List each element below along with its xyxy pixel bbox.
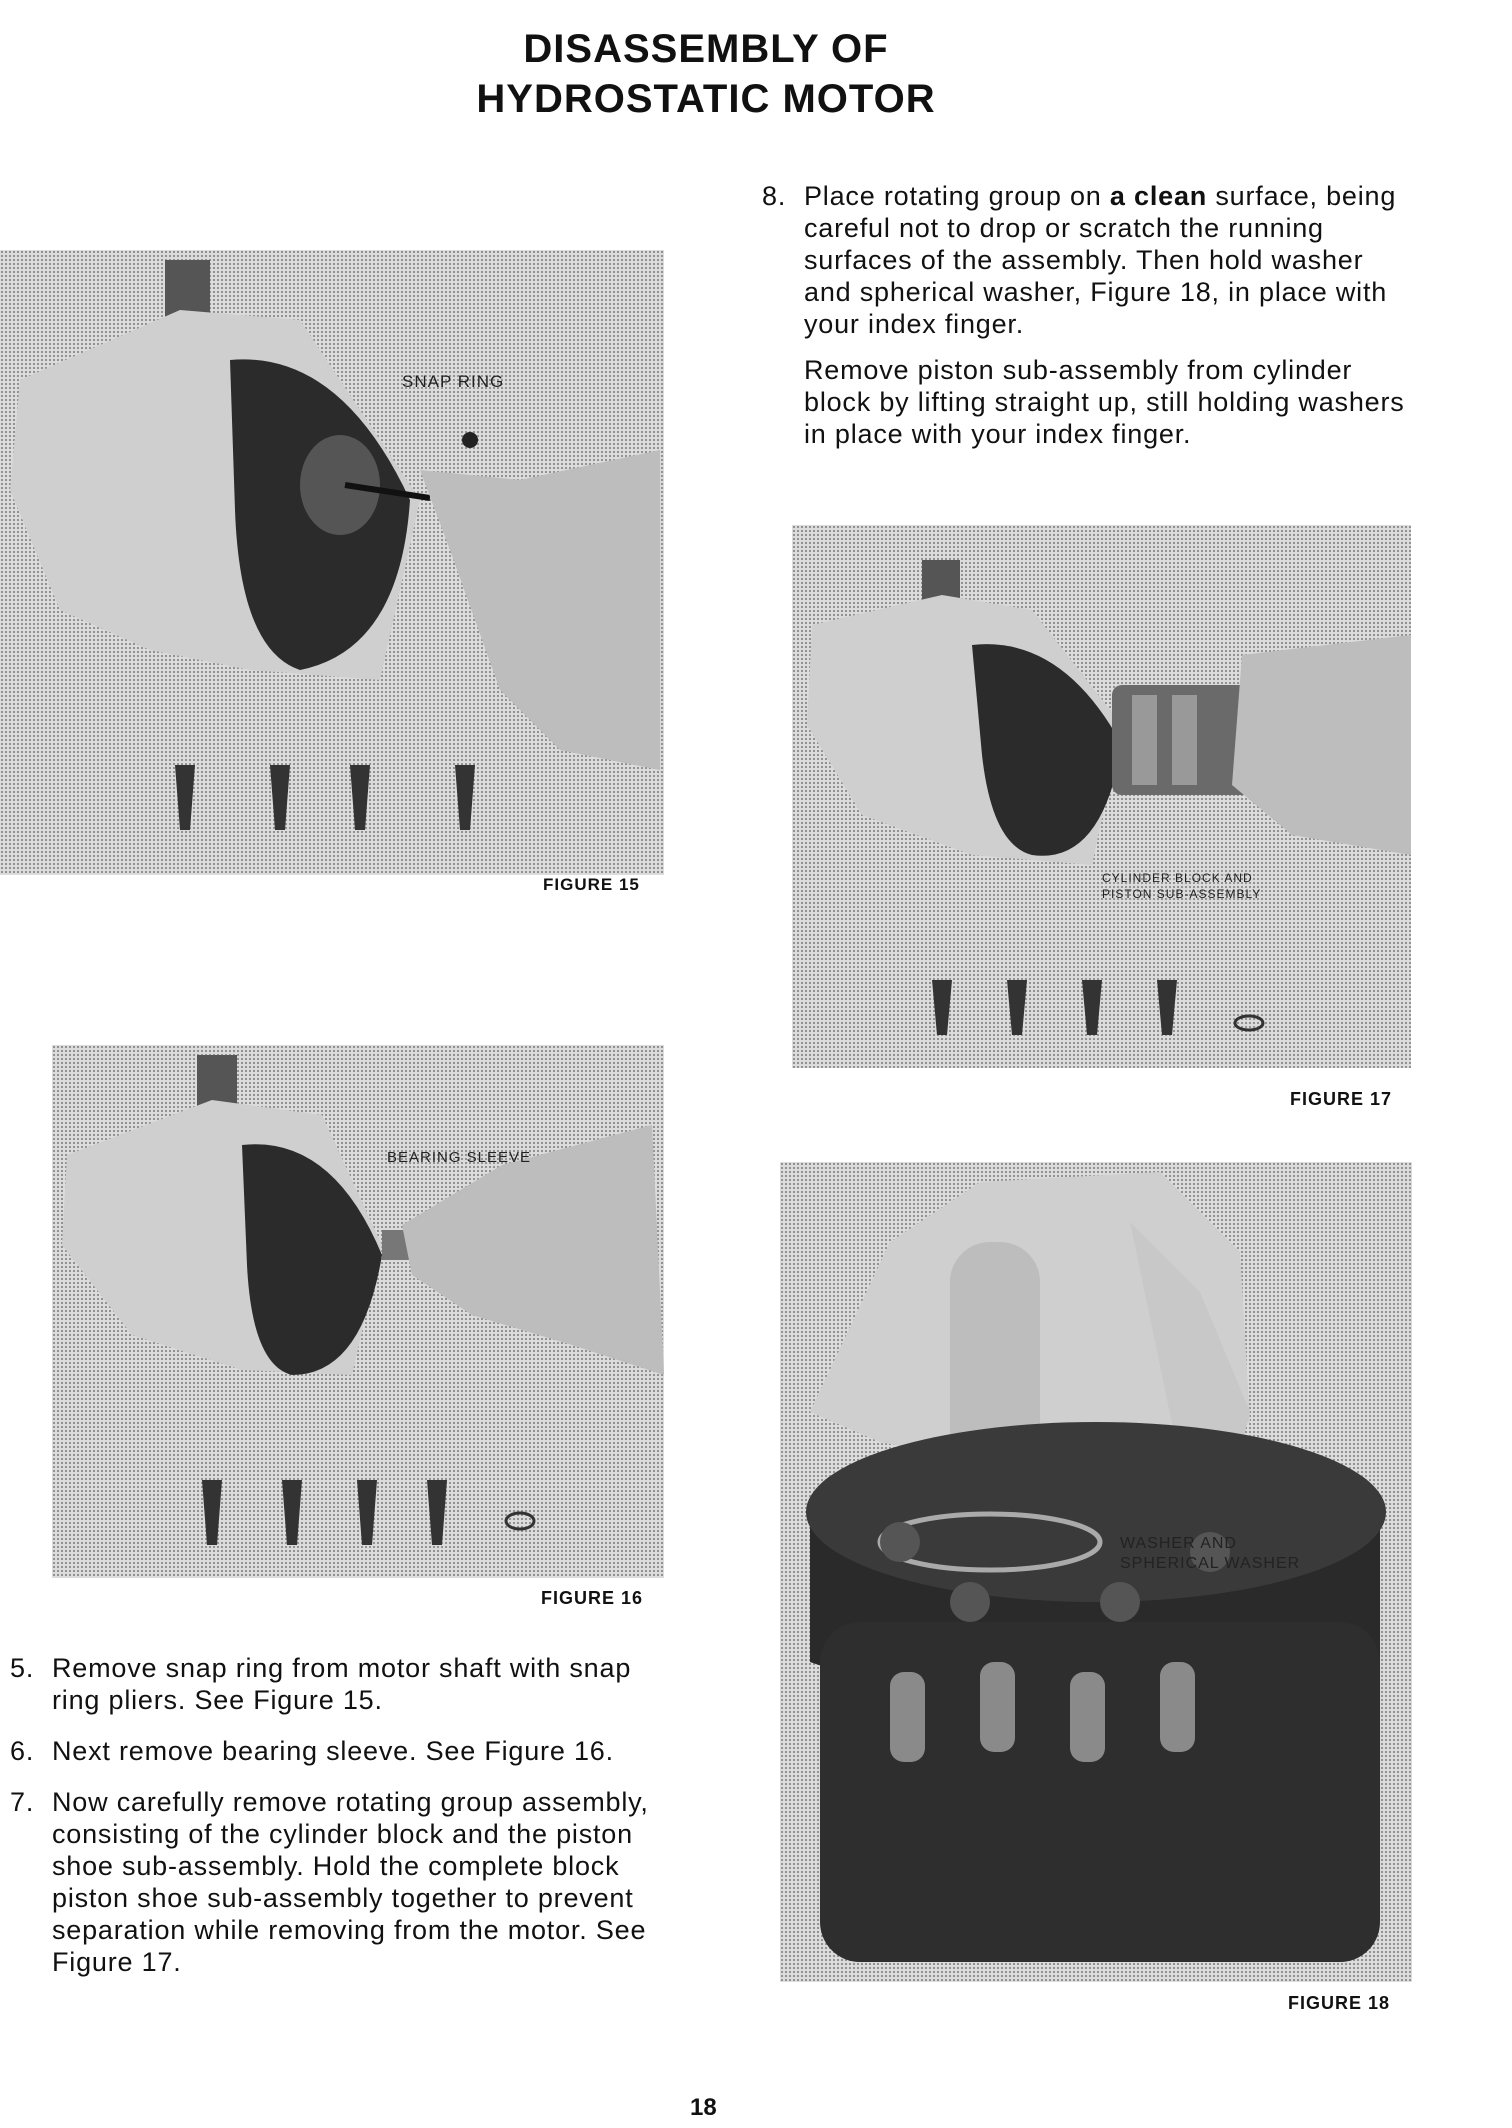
snap-ring-callout: SNAP RING — [402, 372, 505, 391]
figure-15-caption: FIGURE 15 — [543, 875, 640, 894]
cylinder-block-callout: CYLINDER BLOCK AND PISTON SUB-ASSEMBLY — [1102, 871, 1262, 901]
figure-17-photo — [792, 525, 1411, 1068]
page-title — [0, 24, 1412, 124]
step-8-paragraph-2: Remove piston sub-assembly from cylinder block by lifting straight up, still holding washers in place with your index finger. — [804, 355, 1405, 449]
step-7-text: Now carefully remove rotating group assembly, consisting of the cylinder block and the piston shoe sub-assembly. Hold the complete block piston shoe sub-assembly together to prevent separation while removing from the motor. See Figure 17. — [52, 1787, 649, 1977]
figure-18-photo — [780, 1162, 1412, 1982]
figure-18-caption: FIGURE 18 — [1288, 1993, 1391, 2013]
step-8-paragraph-1: Place rotating group on a clean surface, being careful not to drop or scratch the running surfaces of the assembly. Then hold washer and spherical washer, Figure 18, in place with your index finger. — [804, 181, 1397, 339]
figure-16-photo — [52, 1045, 664, 1578]
figure-17-caption: FIGURE 17 — [1290, 1089, 1393, 1109]
title-line-2: HYDROSTATIC MOTOR — [476, 77, 936, 121]
step-6-number: 6. — [10, 1736, 35, 1766]
washer-callout: WASHER AND SPHERICAL WASHER — [1120, 1535, 1301, 1572]
step-6-text: Next remove bearing sleeve. See Figure 16. — [52, 1736, 614, 1766]
figure-15-photo — [0, 250, 664, 894]
washer-spherical-washer-illustration — [780, 1162, 1412, 1982]
step-5-number: 5. — [10, 1653, 35, 1683]
title-line-1: DISASSEMBLY OF — [523, 27, 889, 71]
cylinder-block-removal-illustration — [792, 525, 1411, 1068]
hydrostatic-motor-snap-ring-illustration — [0, 250, 664, 875]
bearing-sleeve-callout: BEARING SLEEVE — [387, 1149, 532, 1166]
step-5-text: Remove snap ring from motor shaft with snap ring pliers. See Figure 15. — [52, 1653, 632, 1715]
page-number: 18 — [690, 2094, 717, 2121]
figure-16-caption: FIGURE 16 — [541, 1588, 644, 1608]
step-8-number: 8. — [762, 181, 787, 211]
step-7-number: 7. — [10, 1787, 35, 1817]
bearing-sleeve-removal-illustration — [52, 1045, 664, 1578]
